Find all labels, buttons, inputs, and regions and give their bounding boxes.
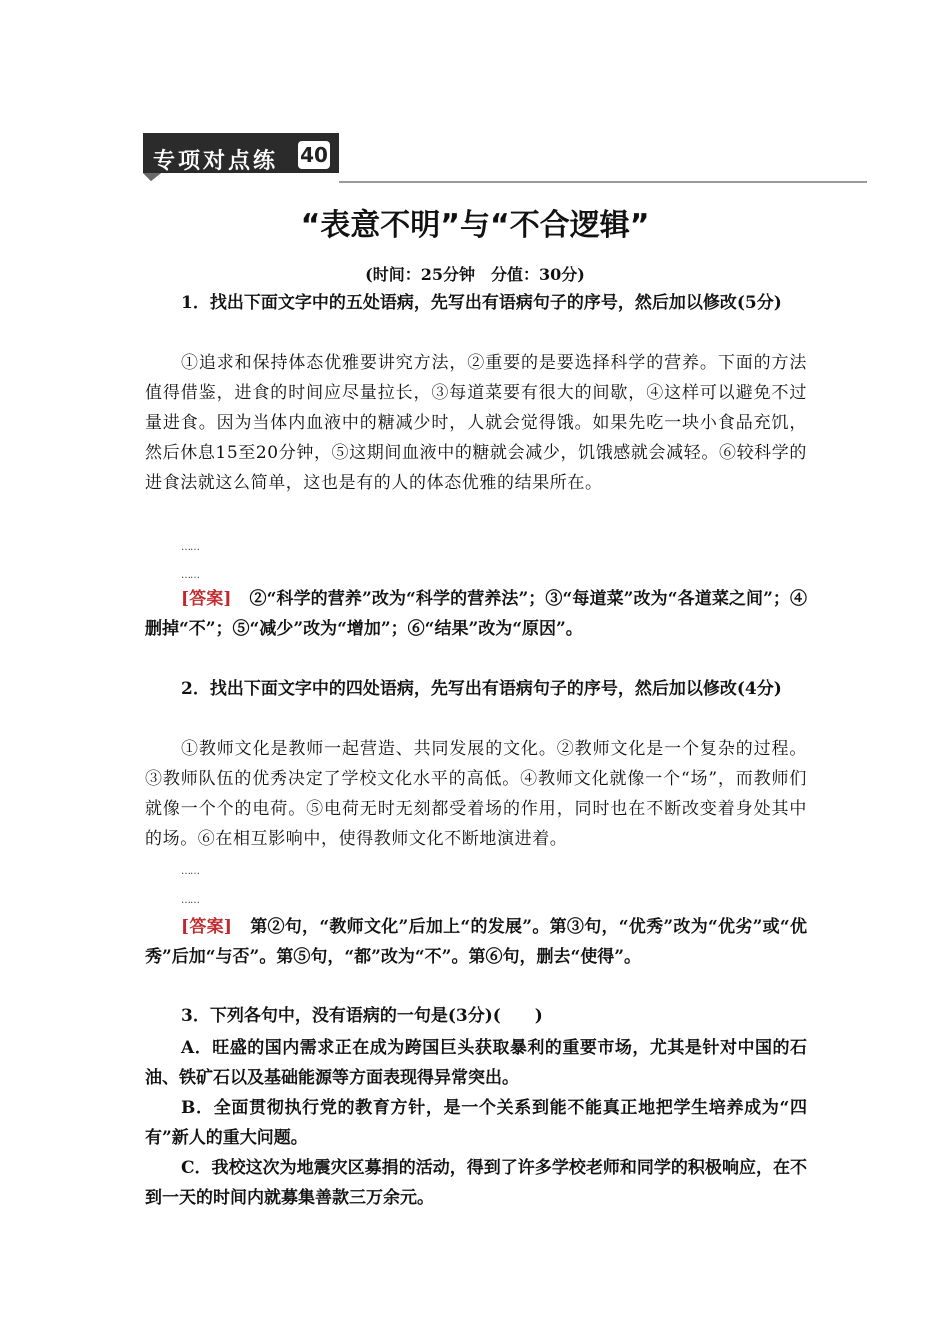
question-1-stem: 1．找出下面文字中的五处语病，先写出有语病句子的序号，然后加以修改(5分) xyxy=(181,293,782,313)
question-2-passage: ①教师文化是教师一起营造、共同发展的文化。②教师文化是一个复杂的过程。③教师队伍的优秀决定了学校文化水平的高低。④教师文化就像一个“场”，而教师们就像一个个的电荷。⑤电荷无时无刻都受着场的作用，同时也在不断改变着身处其中的场。⑥在相互影响中，使得教师文化不断地演进着。 xyxy=(145,739,807,849)
badge-number: 40 xyxy=(298,141,330,169)
question-2-answer xyxy=(145,912,807,972)
answer-tag: [答案] xyxy=(181,917,232,937)
question-1-answer-blank-1: …… xyxy=(181,542,199,553)
question-1-answer-blank-2: …… xyxy=(181,570,199,581)
page-title: “表意不明”与“不合逻辑” xyxy=(300,208,650,243)
question-1-passage: ①追求和保持体态优雅要讲究方法，②重要的是要选择科学的营养。下面的方法值得借鉴，进食的时间应尽量拉长，③每道菜要有很大的间歇，④这样可以避免不过量进食。因为当体内血液中的糖减少时，人就会觉得饿。如果先吃一块小食品充饥，然后休息15至20分钟，⑤这期间血液中的糖就会减少，饥饿感就会减轻。⑥较科学的进食法就这么简单，这也是有的人的体态优雅的结果所在。 xyxy=(145,353,807,493)
answer-text: 第②句，“教师文化”后加上“的发展”。第③句，“优秀”改为“优劣”或“优秀”后加“与否”。第⑤句，“都”改为“不”。第⑥句，删去“使得”。 xyxy=(145,917,807,967)
question-2-stem: 2．找出下面文字中的四处语病，先写出有语病句子的序号，然后加以修改(4分) xyxy=(181,679,782,699)
answer-text: ②“科学的营养”改为“科学的营养法”；③“每道菜”改为“各道菜之间”；④删掉“不”；⑤“减少”改为“增加”；⑥“结果”改为“原因”。 xyxy=(145,589,807,639)
question-1-answer xyxy=(145,584,807,644)
question-3-option-b: B．全面贯彻执行党的教育方针，是一个关系到能不能真正地把学生培养成为“四有”新人的重大问题。 xyxy=(145,1098,807,1148)
question-2-answer-blank-2: …… xyxy=(181,895,199,906)
header-rule xyxy=(339,181,867,183)
section-badge xyxy=(143,133,339,181)
question-3-option-a: A．旺盛的国内需求正在成为跨国巨头获取暴利的重要市场，尤其是针对中国的石油、铁矿石以及基础能源等方面表现得异常突出。 xyxy=(145,1038,807,1088)
time-score-info: (时间：25分钟 分值：30分) xyxy=(365,265,585,284)
question-2-answer-blank-1: …… xyxy=(181,866,199,877)
badge-label: 专项对点练 xyxy=(153,149,279,174)
question-3-option-c: C．我校这次为地震灾区募捐的活动，得到了许多学校老师和同学的积极响应，在不到一天的时间内就募集善款三万余元。 xyxy=(145,1158,807,1208)
answer-tag: [答案] xyxy=(181,589,232,609)
question-3-stem: 3．下列各句中，没有语病的一句是(3分)( ) xyxy=(181,1006,543,1026)
